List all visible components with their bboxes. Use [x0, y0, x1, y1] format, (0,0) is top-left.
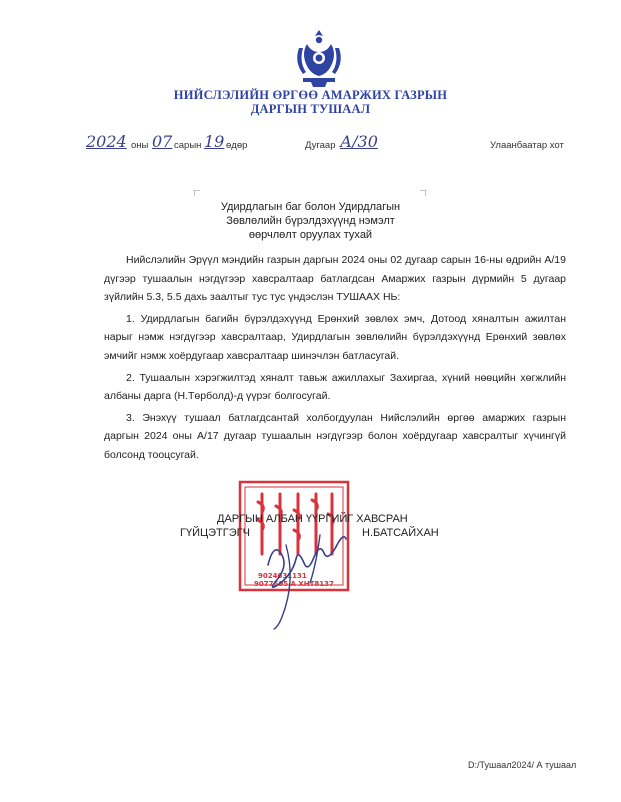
stamp-number-2: 9077505 А ХНТ8137 — [254, 580, 334, 588]
date-day: 19 — [204, 132, 225, 151]
soyombo-emblem-icon — [293, 28, 345, 88]
subject-line-3: өөрчлөлт оруулах тухай — [248, 229, 373, 241]
signatory-title-line-2: ГҮЙЦЭТГЭГЧ — [180, 527, 250, 539]
date-year: 2024 — [86, 132, 127, 151]
organization-name: НИЙСЛЭЛИЙН ӨРГӨӨ АМАРЖИХ ГАЗРЫН — [173, 88, 448, 102]
document-type-title: ДАРГЫН ТУШААЛ — [250, 102, 371, 116]
document-number: Дугаар А/30 — [305, 132, 378, 151]
document-body — [104, 251, 566, 468]
signatory-title-line-1: ДАРГЫН АЛБАН ҮҮРГИЙГ ХАВСРАН — [217, 513, 408, 525]
file-path-footer: D:/Тушаал2024/ А тушаал — [468, 760, 577, 770]
intro-paragraph: Нийслэлийн Эрүүл мэндийн газрын даргын 2024 оны 02 дугаар сарын 16-ны өдрийн А/19 дүгээр тушаалын нэгдүгээр хавсралтаар батлагдсан Амаржих газрын дүрмийн 5 дугаар зүйлийн 5.3, 5.5 дахь заалтыг тус тус үндэслэн ТУШААХ НЬ: — [104, 254, 566, 304]
date-month: 07 — [152, 132, 173, 151]
number-value: А/30 — [340, 132, 378, 151]
corner-mark-left — [194, 190, 200, 196]
order-item-1: 1. Удирдлагын багийн бүрэлдэхүүнд Ерөнхий зөвлөх эмч, Дотоод хяналтын ажилтан нарыг нэмж нэгдүгээр хавсралтаар, Удирдлагын зөвлөлийн бүрэлдэхүүнд Ерөнхий зөвлөх эмчийг нэмж хоёрдугаар хавсралтаар шинэчлэн батласугай. — [104, 312, 566, 362]
handwritten-signature — [250, 505, 360, 635]
subject-line-1: Удирдлагын баг болон Удирдлагын — [220, 201, 401, 213]
stamp-number-1: 9024631131 — [258, 572, 307, 580]
order-item-2: 2. Тушаалын хэрэгжилтэд хяналт тавьж ажиллахыг Захиргаа, хүний нөөцийн хөгжлийн албаны дарга (Н.Төрболд)-д үүрэг болгосугай. — [104, 371, 566, 403]
signatory-name: Н.БАТСАЙХАН — [362, 527, 439, 539]
corner-mark-right — [420, 190, 426, 196]
order-item-3: 3. Энэхүү тушаал батлагдсантай холбогдуулан Нийслэлийн өргөө амаржих газрын даргын 2024 оны А/17 дугаар тушаалын нэгдүгээр болон хоёрдугаар хавсралтыг хүчингүй болсонд тооцсугай. — [104, 411, 566, 461]
document-date: 2024 оны 07 сарын 19 өдөр — [86, 132, 248, 151]
subject-line-2: Зөвлөлийн бүрэлдэхүүнд нэмэлт — [226, 215, 395, 227]
city-label: Улаанбаатар хот — [490, 140, 564, 151]
